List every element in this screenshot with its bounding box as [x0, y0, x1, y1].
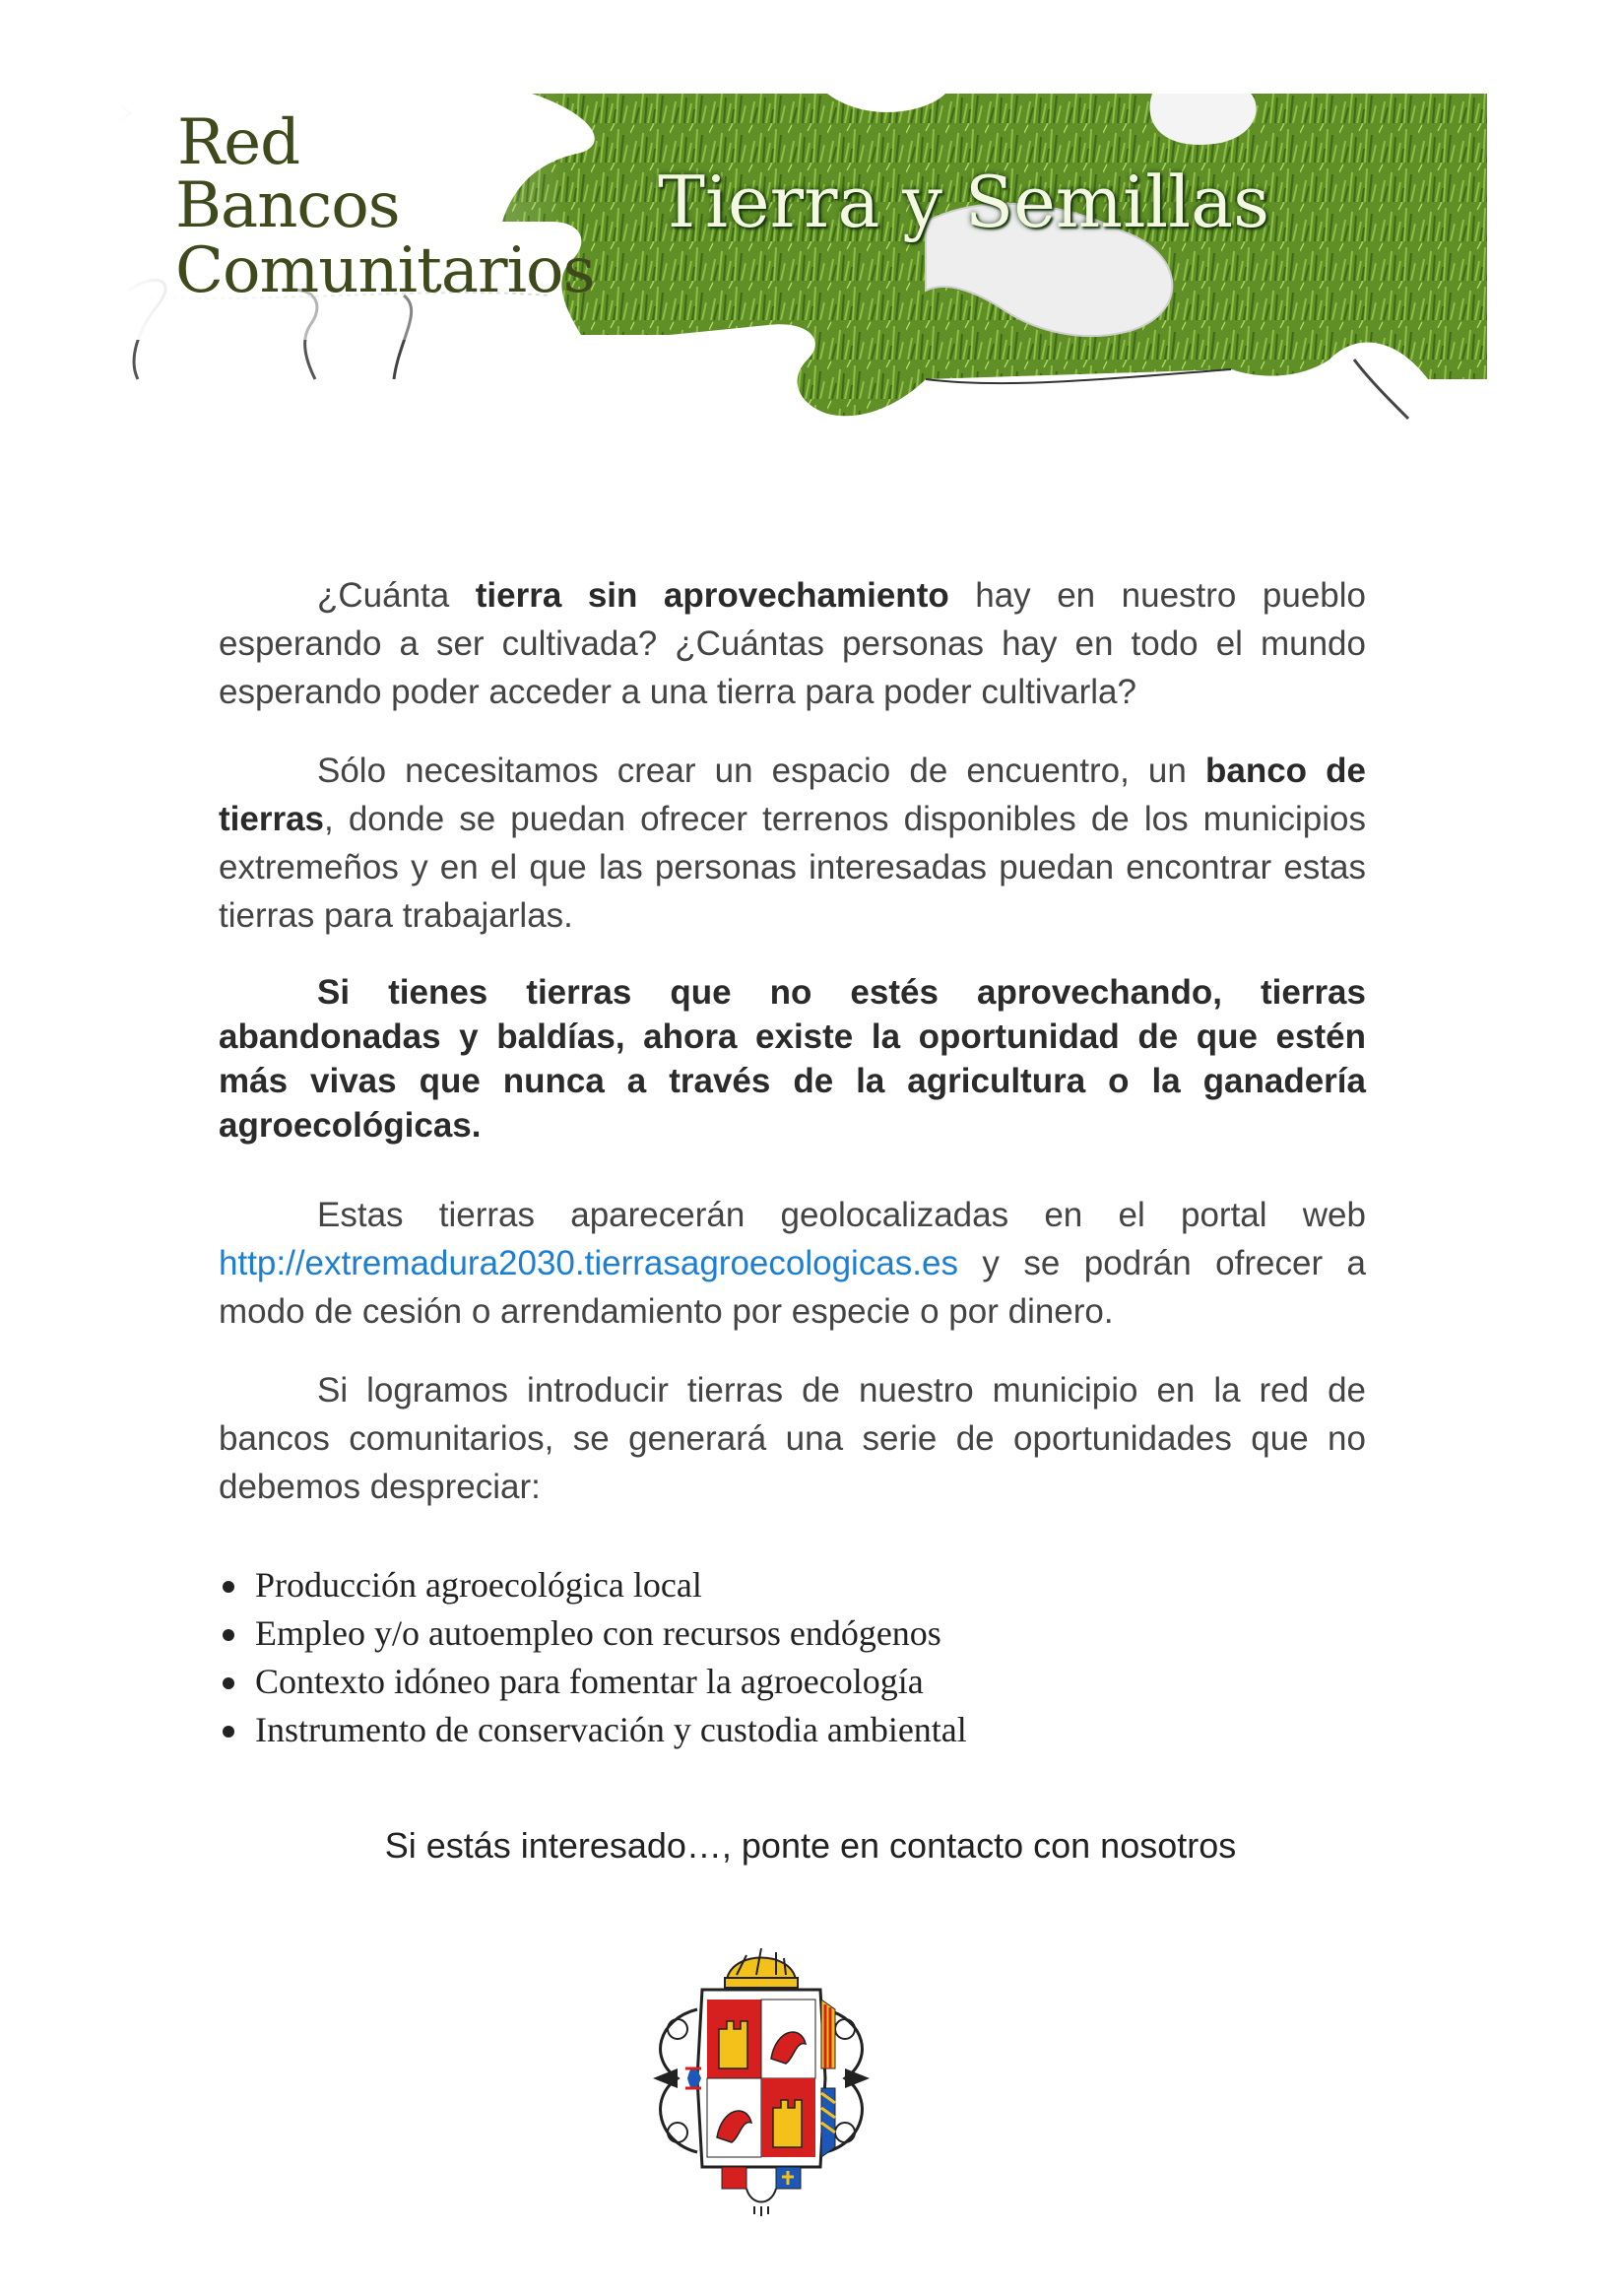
brand-logo-text [175, 106, 595, 307]
brand-line-red: Red [177, 106, 300, 179]
coat-of-arms-icon [638, 1931, 884, 2216]
banner-title: Tierra y Semillas [658, 161, 1270, 243]
p1-bold: tierra sin aprovechamiento [475, 576, 949, 615]
header-banner [118, 84, 1487, 448]
p4-pre: Estas tierras aparecerán geolocalizadas en el portal web [317, 1196, 1366, 1234]
p2-pre: Sólo necesitamos crear un espacio de encuentro, un [317, 752, 1205, 790]
list-item: Producción agroecológica local [219, 1561, 967, 1609]
p1-post: hay en nuestro pueblo esperando a ser cultivada? ¿Cuántas personas hay en todo el mundo esperando poder acceder a una tierra para poder cultivarla? [219, 576, 1366, 711]
paragraph-5: Si logramos introducir tierras de nuestro municipio en la red de bancos comunitarios, se generará una serie de oportunidades que no debemos despreciar: [219, 1371, 1366, 1506]
paragraph-3-highlight: Si tienes tierras que no estés aprovechando, tierras abandonadas y baldías, ahora existe la oportunidad de que estén más vivas que nunca a través de la agricultura o la ganadería agroecológicas. [219, 973, 1366, 1145]
p4-post: y se podrán ofrecer a modo de cesión o arrendamiento por especie o por dinero. [219, 1244, 1366, 1331]
paragraph-1 [219, 571, 1366, 716]
paragraph-2 [219, 747, 1366, 940]
paragraph-4 [219, 1191, 1366, 1336]
portal-link[interactable]: http://extremadura2030.tierrasagroecologicas.es [219, 1244, 958, 1282]
p2-bold: banco de tierras [219, 752, 1366, 838]
p1-pre: ¿Cuánta [317, 576, 476, 615]
list-item: Empleo y/o autoempleo con recursos endógenos [219, 1609, 967, 1658]
opportunities-list [219, 1561, 967, 1754]
document-body [219, 571, 1366, 1542]
contact-line: Si estás interesado…, ponte en contacto con nosotros [384, 1825, 1237, 1866]
brand-line-bancos: Bancos [175, 169, 400, 242]
brand-line-comunitarios: Comunitarios [175, 234, 595, 307]
list-item: Instrumento de conservación y custodia ambiental [219, 1706, 967, 1754]
p2-post: , donde se puedan ofrecer terrenos disponibles de los municipios extremeños y en el que las personas interesadas puedan encontrar estas tierras para trabajarlas. [219, 800, 1366, 935]
list-item: Contexto idóneo para fomentar la agroecología [219, 1658, 967, 1706]
